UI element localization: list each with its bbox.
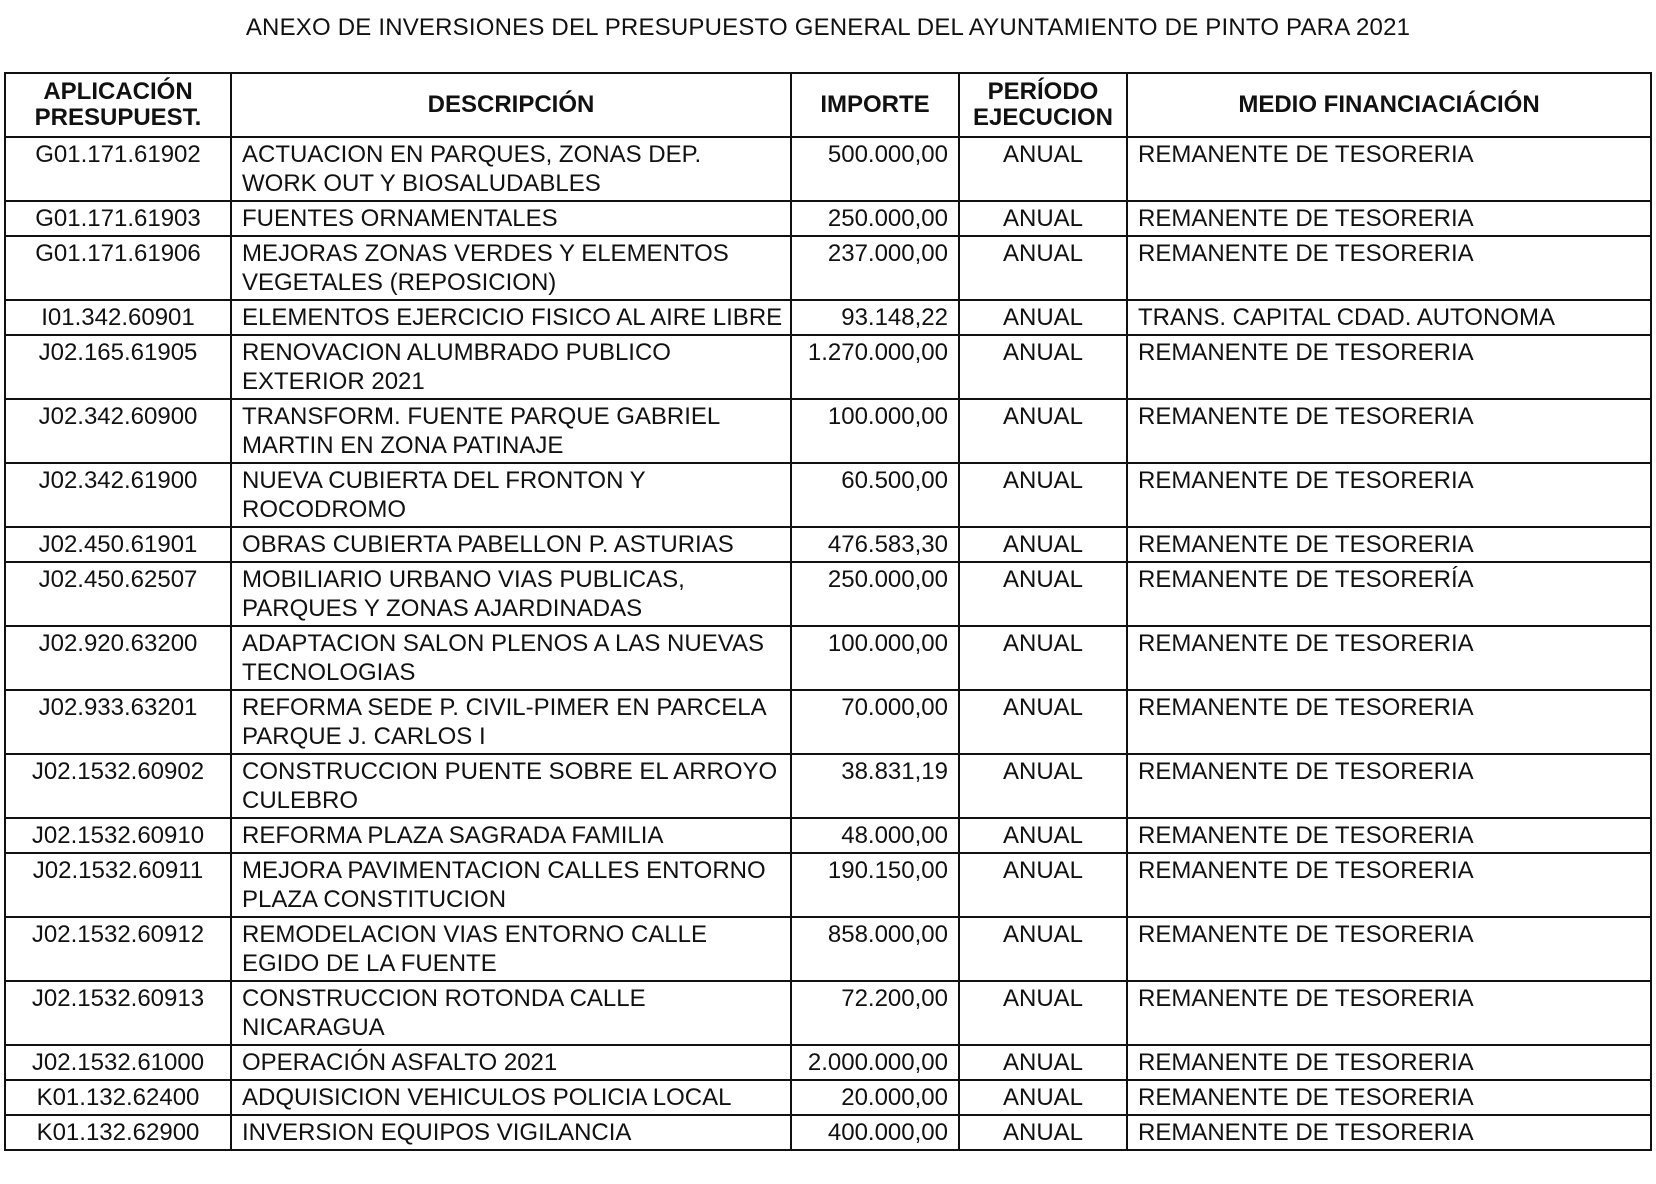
- descripcion-line-1: MOBILIARIO URBANO VIAS PUBLICAS,: [242, 566, 685, 593]
- cell-periodo: ANUAL: [959, 818, 1127, 853]
- cell-importe: 100.000,00: [791, 626, 959, 690]
- descripcion-line-1: OBRAS CUBIERTA PABELLON P. ASTURIAS: [242, 531, 734, 558]
- cell-importe: 400.000,00: [791, 1115, 959, 1150]
- cell-medio: REMANENTE DE TESORERIA: [1127, 754, 1651, 818]
- cell-importe: 38.831,19: [791, 754, 959, 818]
- table-row: [5, 236, 1651, 300]
- cell-descripcion: [231, 201, 791, 236]
- cell-descripcion: [231, 236, 791, 300]
- cell-importe: 250.000,00: [791, 201, 959, 236]
- cell-descripcion: [231, 335, 791, 399]
- cell-importe: 48.000,00: [791, 818, 959, 853]
- cell-periodo: ANUAL: [959, 236, 1127, 300]
- cell-descripcion: [231, 917, 791, 981]
- cell-periodo: ANUAL: [959, 626, 1127, 690]
- cell-descripcion: [231, 527, 791, 562]
- investment-table: [4, 72, 1652, 1151]
- descripcion-line-1: NUEVA CUBIERTA DEL FRONTON Y: [242, 467, 646, 494]
- cell-importe: 93.148,22: [791, 300, 959, 335]
- cell-descripcion: [231, 1115, 791, 1150]
- header-aplicacion-line1: APLICACIÓN: [43, 78, 193, 105]
- cell-aplicacion: J02.450.61901: [5, 527, 231, 562]
- cell-periodo: ANUAL: [959, 981, 1127, 1045]
- cell-periodo: ANUAL: [959, 527, 1127, 562]
- header-descripcion: DESCRIPCIÓN: [231, 73, 791, 137]
- table-row: [5, 690, 1651, 754]
- cell-aplicacion: K01.132.62900: [5, 1115, 231, 1150]
- table-row: [5, 917, 1651, 981]
- table-row: [5, 463, 1651, 527]
- cell-periodo: ANUAL: [959, 463, 1127, 527]
- table-row: [5, 1045, 1651, 1080]
- descripcion-line-1: TRANSFORM. FUENTE PARQUE GABRIEL: [242, 403, 721, 430]
- cell-periodo: ANUAL: [959, 562, 1127, 626]
- cell-medio: REMANENTE DE TESORERIA: [1127, 335, 1651, 399]
- cell-periodo: ANUAL: [959, 399, 1127, 463]
- cell-aplicacion: J02.450.62507: [5, 562, 231, 626]
- cell-aplicacion: J02.1532.61000: [5, 1045, 231, 1080]
- cell-medio: TRANS. CAPITAL CDAD. AUTONOMA: [1127, 300, 1651, 335]
- cell-importe: 60.500,00: [791, 463, 959, 527]
- cell-medio: REMANENTE DE TESORERIA: [1127, 137, 1651, 201]
- cell-aplicacion: J02.1532.60913: [5, 981, 231, 1045]
- descripcion-line-2: TECNOLOGIAS: [242, 659, 416, 686]
- cell-medio: REMANENTE DE TESORERIA: [1127, 527, 1651, 562]
- table-header-row: [5, 73, 1651, 137]
- descripcion-line-1: FUENTES ORNAMENTALES: [242, 205, 558, 232]
- cell-medio: REMANENTE DE TESORERIA: [1127, 201, 1651, 236]
- cell-medio: REMANENTE DE TESORERIA: [1127, 236, 1651, 300]
- cell-medio: REMANENTE DE TESORERIA: [1127, 1080, 1651, 1115]
- descripcion-line-1: ACTUACION EN PARQUES, ZONAS DEP.: [242, 141, 702, 168]
- table-row: [5, 818, 1651, 853]
- document-title: ANEXO DE INVERSIONES DEL PRESUPUESTO GENERAL DEL AYUNTAMIENTO DE PINTO PARA 2021: [245, 14, 1411, 41]
- cell-medio: REMANENTE DE TESORERIA: [1127, 1045, 1651, 1080]
- cell-importe: 1.270.000,00: [791, 335, 959, 399]
- cell-importe: 250.000,00: [791, 562, 959, 626]
- cell-descripcion: [231, 1080, 791, 1115]
- descripcion-line-1: MEJORAS ZONAS VERDES Y ELEMENTOS: [242, 240, 729, 267]
- descripcion-line-2: ROCODROMO: [242, 496, 406, 523]
- cell-medio: REMANENTE DE TESORERIA: [1127, 853, 1651, 917]
- cell-descripcion: [231, 853, 791, 917]
- descripcion-line-2: VEGETALES (REPOSICION): [242, 269, 557, 296]
- table-row: [5, 562, 1651, 626]
- table-row: [5, 754, 1651, 818]
- header-importe: IMPORTE: [791, 73, 959, 137]
- descripcion-line-1: CONSTRUCCION PUENTE SOBRE EL ARROYO: [242, 758, 778, 785]
- cell-importe: 476.583,30: [791, 527, 959, 562]
- cell-importe: 2.000.000,00: [791, 1045, 959, 1080]
- cell-periodo: ANUAL: [959, 1045, 1127, 1080]
- table-row: [5, 1080, 1651, 1115]
- header-aplicacion-line2: PRESUPUEST.: [34, 104, 202, 131]
- descripcion-line-1: INVERSION EQUIPOS VIGILANCIA: [242, 1119, 632, 1146]
- cell-periodo: ANUAL: [959, 754, 1127, 818]
- descripcion-line-1: CONSTRUCCION ROTONDA CALLE: [242, 985, 646, 1012]
- descripcion-line-1: REMODELACION VIAS ENTORNO CALLE: [242, 921, 707, 948]
- cell-descripcion: [231, 463, 791, 527]
- cell-importe: 190.150,00: [791, 853, 959, 917]
- cell-descripcion: [231, 690, 791, 754]
- cell-descripcion: [231, 562, 791, 626]
- cell-periodo: ANUAL: [959, 690, 1127, 754]
- cell-aplicacion: G01.171.61903: [5, 201, 231, 236]
- descripcion-line-1: ELEMENTOS EJERCICIO FISICO AL AIRE LIBRE: [242, 304, 783, 331]
- cell-periodo: ANUAL: [959, 853, 1127, 917]
- cell-importe: 858.000,00: [791, 917, 959, 981]
- descripcion-line-2: CULEBRO: [242, 787, 359, 814]
- cell-aplicacion: I01.342.60901: [5, 300, 231, 335]
- descripcion-line-2: WORK OUT Y BIOSALUDABLES: [242, 170, 601, 197]
- descripcion-line-1: MEJORA PAVIMENTACION CALLES ENTORNO: [242, 857, 766, 884]
- table-row: [5, 981, 1651, 1045]
- descripcion-line-1: ADAPTACION SALON PLENOS A LAS NUEVAS: [242, 630, 764, 657]
- cell-periodo: ANUAL: [959, 137, 1127, 201]
- cell-aplicacion: J02.933.63201: [5, 690, 231, 754]
- descripcion-line-2: MARTIN EN ZONA PATINAJE: [242, 432, 564, 459]
- cell-descripcion: [231, 981, 791, 1045]
- cell-importe: 500.000,00: [791, 137, 959, 201]
- table-row: [5, 201, 1651, 236]
- cell-descripcion: [231, 300, 791, 335]
- descripcion-line-1: OPERACIÓN ASFALTO 2021: [242, 1049, 558, 1076]
- cell-importe: 237.000,00: [791, 236, 959, 300]
- cell-periodo: ANUAL: [959, 335, 1127, 399]
- table-row: [5, 1115, 1651, 1150]
- cell-aplicacion: J02.920.63200: [5, 626, 231, 690]
- table-row: [5, 335, 1651, 399]
- cell-medio: REMANENTE DE TESORERIA: [1127, 690, 1651, 754]
- descripcion-line-2: NICARAGUA: [242, 1014, 385, 1041]
- cell-medio: REMANENTE DE TESORERIA: [1127, 917, 1651, 981]
- cell-aplicacion: G01.171.61906: [5, 236, 231, 300]
- cell-aplicacion: J02.342.60900: [5, 399, 231, 463]
- descripcion-line-2: PARQUE J. CARLOS I: [242, 723, 486, 750]
- cell-medio: REMANENTE DE TESORERIA: [1127, 1115, 1651, 1150]
- cell-importe: 20.000,00: [791, 1080, 959, 1115]
- descripcion-line-1: ADQUISICION VEHICULOS POLICIA LOCAL: [242, 1084, 732, 1111]
- table-row: [5, 626, 1651, 690]
- table-row: [5, 527, 1651, 562]
- descripcion-line-1: RENOVACION ALUMBRADO PUBLICO: [242, 339, 671, 366]
- cell-periodo: ANUAL: [959, 300, 1127, 335]
- table-row: [5, 137, 1651, 201]
- cell-aplicacion: G01.171.61902: [5, 137, 231, 201]
- header-periodo: [959, 73, 1127, 137]
- cell-aplicacion: J02.1532.60911: [5, 853, 231, 917]
- cell-aplicacion: J02.1532.60902: [5, 754, 231, 818]
- cell-aplicacion: J02.1532.60910: [5, 818, 231, 853]
- cell-medio: REMANENTE DE TESORERIA: [1127, 981, 1651, 1045]
- cell-periodo: ANUAL: [959, 1115, 1127, 1150]
- header-aplicacion: [5, 73, 231, 137]
- cell-medio: REMANENTE DE TESORERIA: [1127, 399, 1651, 463]
- table-row: [5, 300, 1651, 335]
- table-row: [5, 399, 1651, 463]
- cell-periodo: ANUAL: [959, 917, 1127, 981]
- descripcion-line-2: EXTERIOR 2021: [242, 368, 425, 395]
- cell-aplicacion: J02.165.61905: [5, 335, 231, 399]
- cell-aplicacion: K01.132.62400: [5, 1080, 231, 1115]
- descripcion-line-1: REFORMA SEDE P. CIVIL-PIMER EN PARCELA: [242, 694, 767, 721]
- cell-importe: 100.000,00: [791, 399, 959, 463]
- cell-periodo: ANUAL: [959, 1080, 1127, 1115]
- cell-descripcion: [231, 626, 791, 690]
- header-periodo-line2: EJECUCION: [972, 104, 1114, 131]
- cell-descripcion: [231, 137, 791, 201]
- cell-medio: REMANENTE DE TESORERIA: [1127, 463, 1651, 527]
- cell-medio: REMANENTE DE TESORERÍA: [1127, 562, 1651, 626]
- cell-periodo: ANUAL: [959, 201, 1127, 236]
- cell-medio: REMANENTE DE TESORERIA: [1127, 818, 1651, 853]
- descripcion-line-2: PLAZA CONSTITUCION: [242, 886, 507, 913]
- table-row: [5, 853, 1651, 917]
- header-medio: MEDIO FINANCIACIÁCIÓN: [1127, 73, 1651, 137]
- header-periodo-line1: PERÍODO: [987, 78, 1099, 105]
- descripcion-line-2: PARQUES Y ZONAS AJARDINADAS: [242, 595, 643, 622]
- table-body: [5, 137, 1651, 1150]
- cell-aplicacion: J02.342.61900: [5, 463, 231, 527]
- cell-importe: 72.200,00: [791, 981, 959, 1045]
- descripcion-line-2: EGIDO DE LA FUENTE: [242, 950, 497, 977]
- descripcion-line-1: REFORMA PLAZA SAGRADA FAMILIA: [242, 822, 664, 849]
- cell-medio: REMANENTE DE TESORERIA: [1127, 626, 1651, 690]
- cell-importe: 70.000,00: [791, 690, 959, 754]
- cell-descripcion: [231, 1045, 791, 1080]
- cell-descripcion: [231, 818, 791, 853]
- cell-descripcion: [231, 754, 791, 818]
- cell-aplicacion: J02.1532.60912: [5, 917, 231, 981]
- cell-descripcion: [231, 399, 791, 463]
